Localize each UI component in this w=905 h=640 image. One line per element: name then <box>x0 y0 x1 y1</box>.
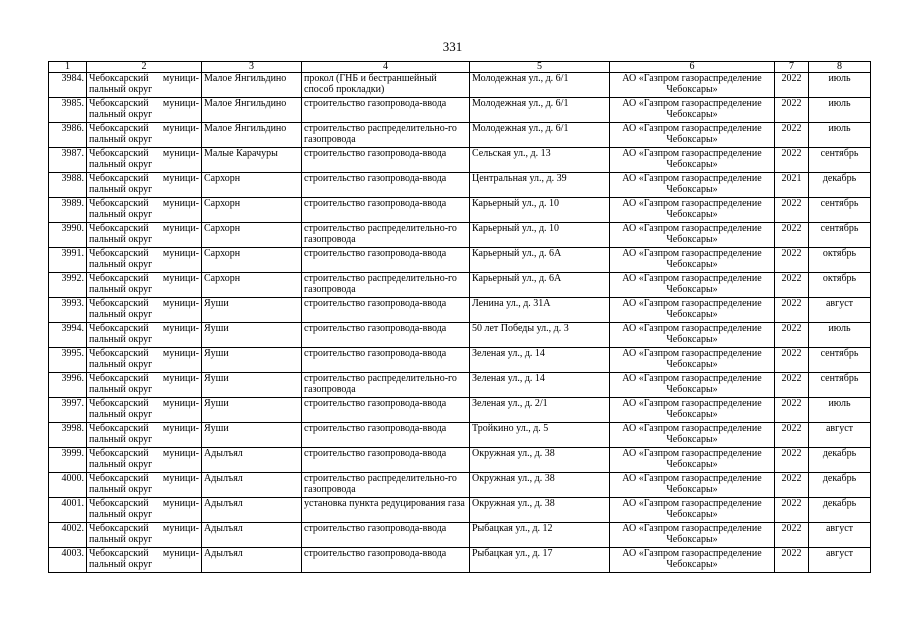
year-cell: 2022 <box>775 448 809 473</box>
settlement-cell: Яуши <box>202 348 302 373</box>
year-cell: 2022 <box>775 423 809 448</box>
organization-cell: АО «Газпром газораспределение Чебоксары» <box>610 448 775 473</box>
address-cell: Окружная ул., д. 38 <box>470 448 610 473</box>
row-number-cell: 3984. <box>49 73 87 98</box>
work-type-cell: строительство газопровода-ввода <box>302 348 470 373</box>
work-type-cell: строительство газопровода-ввода <box>302 448 470 473</box>
year-cell: 2021 <box>775 173 809 198</box>
row-number-cell: 3994. <box>49 323 87 348</box>
year-cell: 2022 <box>775 273 809 298</box>
year-cell: 2022 <box>775 348 809 373</box>
table-row <box>49 98 871 123</box>
table-row <box>49 523 871 548</box>
table-row <box>49 348 871 373</box>
organization-cell: АО «Газпром газораспределение Чебоксары» <box>610 348 775 373</box>
organization-cell: АО «Газпром газораспределение Чебоксары» <box>610 248 775 273</box>
row-number-cell: 4003. <box>49 548 87 573</box>
year-cell: 2022 <box>775 323 809 348</box>
work-type-cell: строительство газопровода-ввода <box>302 298 470 323</box>
address-cell: Зеленая ул., д. 14 <box>470 348 610 373</box>
table-body <box>49 73 871 573</box>
district-cell: Чебоксарский муници-пальный округ <box>87 148 202 173</box>
settlement-cell: Адылъял <box>202 473 302 498</box>
year-cell: 2022 <box>775 473 809 498</box>
organization-cell: АО «Газпром газораспределение Чебоксары» <box>610 273 775 298</box>
year-cell: 2022 <box>775 73 809 98</box>
table-row <box>49 273 871 298</box>
work-type-cell: прокол (ГНБ и бестраншейный способ прокладки) <box>302 73 470 98</box>
column-header: 7 <box>775 62 809 73</box>
row-number-cell: 3991. <box>49 248 87 273</box>
district-cell: Чебоксарский муници-пальный округ <box>87 448 202 473</box>
organization-cell: АО «Газпром газораспределение Чебоксары» <box>610 398 775 423</box>
row-number-cell: 3997. <box>49 398 87 423</box>
settlement-cell: Малое Янгильдино <box>202 98 302 123</box>
address-cell: Сельская ул., д. 13 <box>470 148 610 173</box>
table-row <box>49 123 871 148</box>
organization-cell: АО «Газпром газораспределение Чебоксары» <box>610 98 775 123</box>
column-header: 6 <box>610 62 775 73</box>
column-header: 1 <box>49 62 87 73</box>
district-cell: Чебоксарский муници-пальный округ <box>87 298 202 323</box>
address-cell: Центральная ул., д. 39 <box>470 173 610 198</box>
address-cell: Карьерный ул., д. 10 <box>470 198 610 223</box>
table-row <box>49 448 871 473</box>
address-cell: Молодежная ул., д. 6/1 <box>470 73 610 98</box>
district-cell: Чебоксарский муници-пальный округ <box>87 173 202 198</box>
month-cell: август <box>809 523 871 548</box>
work-type-cell: строительство газопровода-ввода <box>302 323 470 348</box>
table-row <box>49 248 871 273</box>
district-cell: Чебоксарский муници-пальный округ <box>87 348 202 373</box>
month-cell: сентябрь <box>809 148 871 173</box>
organization-cell: АО «Газпром газораспределение Чебоксары» <box>610 73 775 98</box>
address-cell: Рыбацкая ул., д. 17 <box>470 548 610 573</box>
work-type-cell: строительство распределительно-го газопровода <box>302 373 470 398</box>
address-cell: Окружная ул., д. 38 <box>470 498 610 523</box>
work-type-cell: строительство газопровода-ввода <box>302 98 470 123</box>
district-cell: Чебоксарский муници-пальный округ <box>87 73 202 98</box>
organization-cell: АО «Газпром газораспределение Чебоксары» <box>610 148 775 173</box>
work-type-cell: строительство распределительно-го газопровода <box>302 223 470 248</box>
year-cell: 2022 <box>775 248 809 273</box>
column-header: 3 <box>202 62 302 73</box>
settlement-cell: Сархорн <box>202 248 302 273</box>
district-cell: Чебоксарский муници-пальный округ <box>87 398 202 423</box>
address-cell: Ленина ул., д. 31А <box>470 298 610 323</box>
year-cell: 2022 <box>775 498 809 523</box>
column-header: 8 <box>809 62 871 73</box>
table-row <box>49 148 871 173</box>
settlement-cell: Малое Янгильдино <box>202 123 302 148</box>
work-type-cell: строительство распределительно-го газопровода <box>302 123 470 148</box>
month-cell: декабрь <box>809 173 871 198</box>
month-cell: декабрь <box>809 498 871 523</box>
table-row <box>49 498 871 523</box>
settlement-cell: Адылъял <box>202 498 302 523</box>
organization-cell: АО «Газпром газораспределение Чебоксары» <box>610 123 775 148</box>
district-cell: Чебоксарский муници-пальный округ <box>87 98 202 123</box>
year-cell: 2022 <box>775 123 809 148</box>
column-header: 5 <box>470 62 610 73</box>
month-cell: август <box>809 298 871 323</box>
table-row <box>49 398 871 423</box>
district-cell: Чебоксарский муници-пальный округ <box>87 498 202 523</box>
table-row <box>49 298 871 323</box>
year-cell: 2022 <box>775 223 809 248</box>
year-cell: 2022 <box>775 98 809 123</box>
organization-cell: АО «Газпром газораспределение Чебоксары» <box>610 498 775 523</box>
address-cell: Тройкино ул., д. 5 <box>470 423 610 448</box>
month-cell: сентябрь <box>809 373 871 398</box>
row-number-cell: 3992. <box>49 273 87 298</box>
month-cell: июль <box>809 123 871 148</box>
settlement-cell: Малое Янгильдино <box>202 73 302 98</box>
table-row <box>49 223 871 248</box>
year-cell: 2022 <box>775 198 809 223</box>
work-type-cell: строительство газопровода-ввода <box>302 423 470 448</box>
settlement-cell: Сархорн <box>202 223 302 248</box>
month-cell: июль <box>809 73 871 98</box>
settlement-cell: Адылъял <box>202 448 302 473</box>
work-type-cell: строительство газопровода-ввода <box>302 398 470 423</box>
month-cell: сентябрь <box>809 348 871 373</box>
organization-cell: АО «Газпром газораспределение Чебоксары» <box>610 223 775 248</box>
settlement-cell: Сархорн <box>202 198 302 223</box>
address-cell: Зеленая ул., д. 14 <box>470 373 610 398</box>
settlement-cell: Малые Карачуры <box>202 148 302 173</box>
year-cell: 2022 <box>775 548 809 573</box>
settlement-cell: Яуши <box>202 398 302 423</box>
organization-cell: АО «Газпром газораспределение Чебоксары» <box>610 298 775 323</box>
address-cell: Молодежная ул., д. 6/1 <box>470 123 610 148</box>
organization-cell: АО «Газпром газораспределение Чебоксары» <box>610 323 775 348</box>
address-cell: Карьерный ул., д. 10 <box>470 223 610 248</box>
month-cell: октябрь <box>809 273 871 298</box>
settlement-cell: Сархорн <box>202 273 302 298</box>
district-cell: Чебоксарский муници-пальный округ <box>87 273 202 298</box>
district-cell: Чебоксарский муници-пальный округ <box>87 548 202 573</box>
table-row <box>49 423 871 448</box>
address-cell: Окружная ул., д. 38 <box>470 473 610 498</box>
work-type-cell: строительство газопровода-ввода <box>302 148 470 173</box>
settlement-cell: Яуши <box>202 323 302 348</box>
address-cell: Карьерный ул., д. 6А <box>470 273 610 298</box>
district-cell: Чебоксарский муници-пальный округ <box>87 323 202 348</box>
year-cell: 2022 <box>775 298 809 323</box>
address-cell: Зеленая ул., д. 2/1 <box>470 398 610 423</box>
column-header: 4 <box>302 62 470 73</box>
work-type-cell: строительство распределительно-го газопровода <box>302 473 470 498</box>
district-cell: Чебоксарский муници-пальный округ <box>87 523 202 548</box>
table-row <box>49 373 871 398</box>
table-row <box>49 198 871 223</box>
row-number-cell: 4002. <box>49 523 87 548</box>
work-type-cell: строительство газопровода-ввода <box>302 198 470 223</box>
work-type-cell: строительство газопровода-ввода <box>302 523 470 548</box>
settlement-cell: Яуши <box>202 373 302 398</box>
work-type-cell: строительство газопровода-ввода <box>302 248 470 273</box>
work-type-cell: строительство газопровода-ввода <box>302 548 470 573</box>
row-number-cell: 3999. <box>49 448 87 473</box>
settlement-cell: Яуши <box>202 423 302 448</box>
month-cell: июль <box>809 98 871 123</box>
district-cell: Чебоксарский муници-пальный округ <box>87 198 202 223</box>
settlement-cell: Сархорн <box>202 173 302 198</box>
district-cell: Чебоксарский муници-пальный округ <box>87 123 202 148</box>
table-row <box>49 548 871 573</box>
row-number-cell: 3985. <box>49 98 87 123</box>
organization-cell: АО «Газпром газораспределение Чебоксары» <box>610 473 775 498</box>
row-number-cell: 3986. <box>49 123 87 148</box>
organization-cell: АО «Газпром газораспределение Чебоксары» <box>610 548 775 573</box>
row-number-cell: 3987. <box>49 148 87 173</box>
settlement-cell: Адылъял <box>202 548 302 573</box>
row-number-cell: 3996. <box>49 373 87 398</box>
address-cell: Рыбацкая ул., д. 12 <box>470 523 610 548</box>
district-cell: Чебоксарский муници-пальный округ <box>87 373 202 398</box>
work-type-cell: строительство распределительно-го газопровода <box>302 273 470 298</box>
district-cell: Чебоксарский муници-пальный округ <box>87 423 202 448</box>
table-row <box>49 73 871 98</box>
column-number-row <box>49 62 871 73</box>
row-number-cell: 3988. <box>49 173 87 198</box>
month-cell: декабрь <box>809 473 871 498</box>
district-cell: Чебоксарский муници-пальный округ <box>87 473 202 498</box>
year-cell: 2022 <box>775 523 809 548</box>
address-cell: Карьерный ул., д. 6А <box>470 248 610 273</box>
row-number-cell: 3993. <box>49 298 87 323</box>
row-number-cell: 3995. <box>49 348 87 373</box>
work-type-cell: строительство газопровода-ввода <box>302 173 470 198</box>
address-cell: Молодежная ул., д. 6/1 <box>470 98 610 123</box>
month-cell: август <box>809 548 871 573</box>
table-row <box>49 473 871 498</box>
settlement-cell: Адылъял <box>202 523 302 548</box>
row-number-cell: 3990. <box>49 223 87 248</box>
row-number-cell: 3989. <box>49 198 87 223</box>
organization-cell: АО «Газпром газораспределение Чебоксары» <box>610 523 775 548</box>
organization-cell: АО «Газпром газораспределение Чебоксары» <box>610 423 775 448</box>
district-cell: Чебоксарский муници-пальный округ <box>87 248 202 273</box>
month-cell: июль <box>809 323 871 348</box>
table-row <box>49 323 871 348</box>
settlement-cell: Яуши <box>202 298 302 323</box>
month-cell: август <box>809 423 871 448</box>
month-cell: декабрь <box>809 448 871 473</box>
gas-works-table <box>48 61 871 573</box>
organization-cell: АО «Газпром газораспределение Чебоксары» <box>610 198 775 223</box>
year-cell: 2022 <box>775 398 809 423</box>
page-number: 331 <box>442 39 463 54</box>
year-cell: 2022 <box>775 148 809 173</box>
row-number-cell: 4001. <box>49 498 87 523</box>
month-cell: сентябрь <box>809 198 871 223</box>
year-cell: 2022 <box>775 373 809 398</box>
month-cell: июль <box>809 398 871 423</box>
table-row <box>49 173 871 198</box>
row-number-cell: 4000. <box>49 473 87 498</box>
row-number-cell: 3998. <box>49 423 87 448</box>
organization-cell: АО «Газпром газораспределение Чебоксары» <box>610 173 775 198</box>
organization-cell: АО «Газпром газораспределение Чебоксары» <box>610 373 775 398</box>
address-cell: 50 лет Победы ул., д. 3 <box>470 323 610 348</box>
month-cell: сентябрь <box>809 223 871 248</box>
column-header: 2 <box>87 62 202 73</box>
district-cell: Чебоксарский муници-пальный округ <box>87 223 202 248</box>
month-cell: октябрь <box>809 248 871 273</box>
work-type-cell: установка пункта редуцирования газа <box>302 498 470 523</box>
